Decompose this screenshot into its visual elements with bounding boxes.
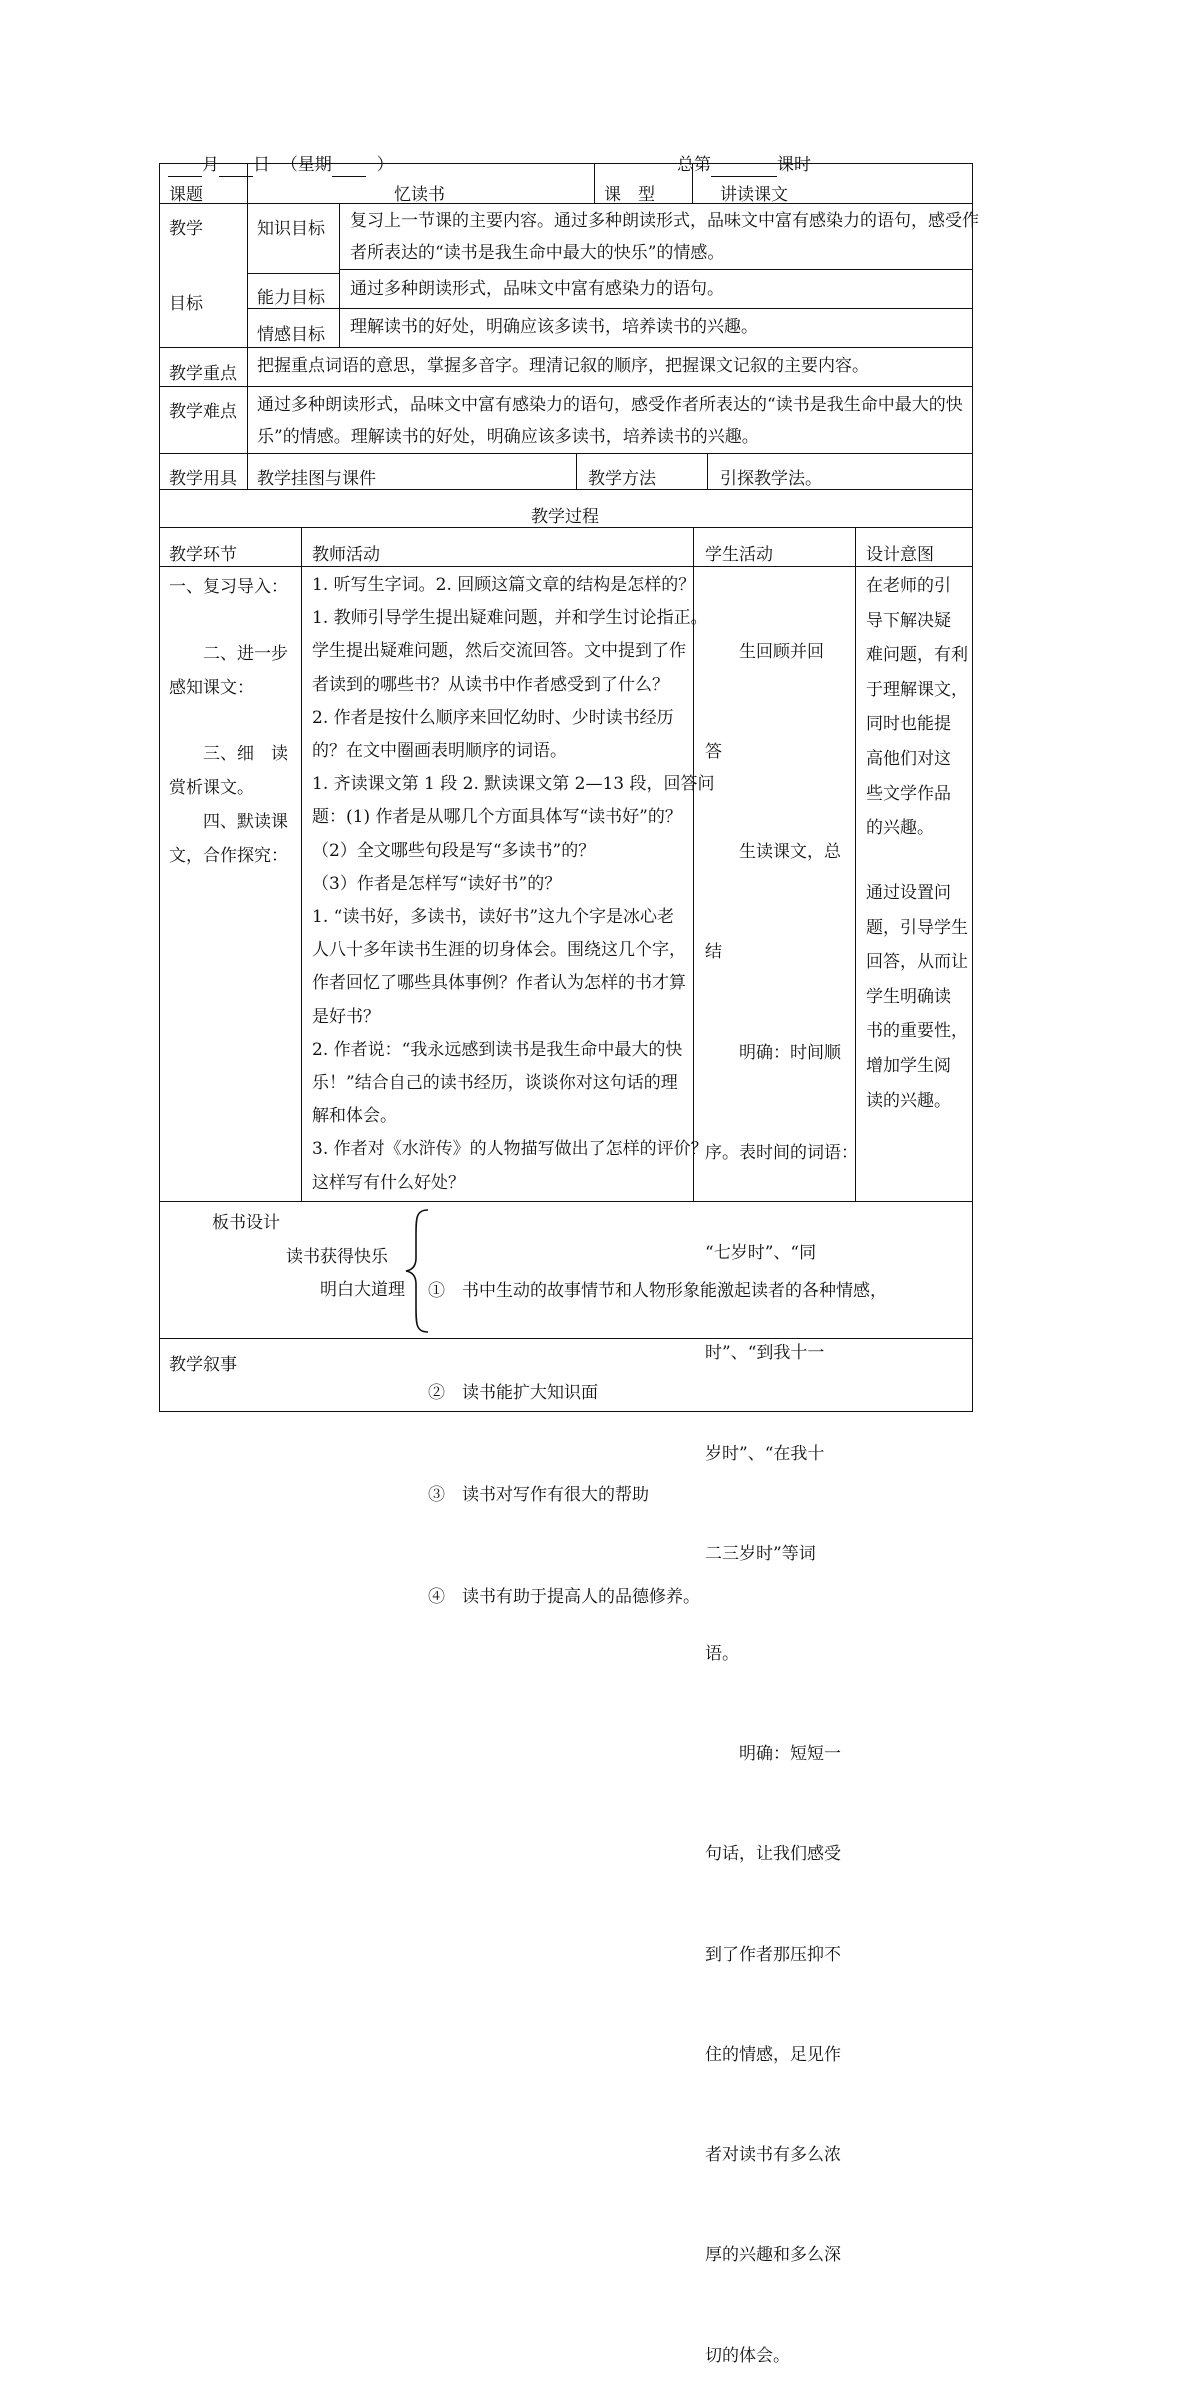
intent-line: 读的兴趣。	[866, 1090, 951, 1111]
student-line: 生读课文，总	[705, 842, 841, 863]
keypoint-text: 把握重点词语的意思，掌握多音字。理清记叙的顺序，把握课文记叙的主要内容。	[257, 356, 869, 376]
teacher-line: （3）作者是怎样写“读好书”的？	[312, 873, 562, 894]
keypoint-label: 教学重点	[169, 364, 237, 384]
total-blank[interactable]	[711, 157, 777, 177]
student-line: 二三岁时”等词	[705, 1543, 816, 1564]
teacher-activity-list	[312, 569, 715, 1200]
stage-line: 一、复习导入：	[169, 577, 288, 597]
col-line-teacher	[693, 527, 694, 1201]
intent-line: 的兴趣。	[866, 818, 934, 839]
col-line-goal-sub	[339, 203, 340, 347]
stage-line: 三、细 读	[169, 744, 288, 764]
row-line-ability	[247, 308, 973, 309]
teacher-line: 解和体会。	[312, 1106, 397, 1127]
teacher-line: 人八十多年读书生涯的切身体会。围绕这几个字，	[312, 940, 686, 961]
ability-label: 能力目标	[257, 288, 325, 308]
weekday-open: （星期	[280, 155, 332, 175]
teacher-line: 3. 作者对《水浒传》的人物描写做出了怎样的评价？	[312, 1139, 708, 1160]
col-line-stage	[301, 527, 302, 1201]
col-line-label-lower	[247, 347, 248, 489]
teacher-line: 这样写有什么好处？	[312, 1172, 465, 1193]
col-line-method-left	[576, 453, 577, 489]
type-value: 讲读课文	[720, 185, 788, 205]
method-label: 教学方法	[588, 469, 656, 489]
col-line-label	[247, 163, 248, 347]
table-right-border	[972, 163, 973, 1411]
stage-line: 文，合作探究：	[169, 846, 288, 866]
student-line: 句话，让我们感受	[705, 1844, 841, 1865]
knowledge-line-1: 复习上一节课的主要内容。通过多种朗读形式，品味文中富有感染力的语句，感受作	[350, 211, 979, 231]
knowledge-label: 知识目标	[257, 219, 325, 239]
emotion-text: 理解读书的好处，明确应该多读书，培养读书的兴趣。	[350, 317, 758, 337]
student-line: 语。	[705, 1644, 739, 1664]
row-line-keypoint	[159, 386, 973, 387]
intent-line: 通过设置问	[866, 883, 951, 903]
topic-value: 忆读书	[394, 185, 445, 205]
board-item: ① 书中生动的故事情节和人物形象能激起读者的各种情感，	[428, 1281, 887, 1301]
intent-line: 导下解决疑	[866, 610, 951, 631]
table-top-border	[159, 163, 973, 164]
stage-line: 二、进一步	[169, 644, 288, 664]
teacher-line: 1. “读书好，多读书，读好书”这九个字是冰心老	[312, 907, 675, 928]
col-line-student	[855, 527, 856, 1201]
student-line: 者对读书有多么浓	[705, 2145, 841, 2166]
tools-label: 教学用具	[169, 469, 237, 489]
col-header-stage: 教学环节	[169, 545, 237, 565]
stage-line: 赏析课文。	[169, 778, 254, 798]
board-left-line-1: 读书获得快乐	[286, 1247, 388, 1267]
intent-line: 在老师的引	[866, 576, 951, 596]
col-line-type-left	[594, 163, 595, 203]
row-line-process-header	[159, 566, 973, 567]
intent-line: 高他们对这	[866, 748, 951, 769]
intent-list-b	[866, 876, 970, 1118]
stage-line: 感知课文：	[169, 678, 254, 698]
intent-line: 难问题，有利	[866, 645, 968, 666]
board-item: ④ 读书有助于提高人的品德修养。	[428, 1587, 700, 1607]
col-line-type-right	[692, 163, 693, 203]
board-item: ② 读书能扩大知识面	[428, 1383, 598, 1403]
teacher-line: 者读到的哪些书？从读书中作者感受到了什么？	[312, 674, 669, 695]
student-line: “七岁时”、“同	[705, 1243, 817, 1264]
teacher-line: 学生提出疑难问题，然后交流回答。文中提到了作	[312, 641, 686, 662]
month-label: 月	[202, 155, 219, 175]
teacher-line: 题：(1) 作者是从哪几个方面具体写“读书好”的？	[312, 807, 682, 828]
student-line: 结	[705, 942, 722, 963]
teacher-line: 2. 作者说：“我永远感到读书是我生命中最大的快	[312, 1039, 683, 1060]
col-header-teacher: 教师活动	[312, 545, 380, 565]
col-header-student: 学生活动	[705, 545, 773, 565]
student-line: 岁时”、“在我十	[705, 1443, 825, 1464]
goals-label-top: 教学	[169, 219, 203, 239]
student-line: 到了作者那压抑不	[705, 1944, 841, 1965]
teacher-line: （2）全文哪些句段是写“多读书”的？	[312, 840, 596, 861]
tools-value: 教学挂图与课件	[257, 469, 376, 489]
total-prefix: 总第	[677, 155, 711, 175]
stage-list	[169, 569, 297, 872]
student-line: 住的情感，足见作	[705, 2044, 841, 2065]
difficult-line-1: 通过多种朗读形式，品味文中富有感染力的语句，感受作者所表达的“读书是我生命中最大的快	[257, 395, 963, 415]
intent-list-a	[866, 569, 970, 846]
student-line: 切的体会。	[705, 2345, 790, 2366]
col-line-method-right	[707, 453, 708, 489]
weekday-close: ）	[376, 155, 394, 175]
knowledge-line-2: 者所表达的“读书是我生命中最大的快乐”的情感。	[350, 243, 725, 263]
board-label: 板书设计	[212, 1213, 280, 1233]
intent-line: 同时也能提	[866, 714, 951, 735]
goals-label-bottom: 目标	[169, 294, 203, 314]
method-value: 引探教学法。	[720, 469, 822, 489]
weekday-blank[interactable]	[332, 157, 366, 177]
table-left-border	[159, 163, 160, 1411]
total-lesson-line	[677, 153, 811, 177]
intent-line: 于理解课文，	[866, 679, 968, 700]
teacher-line: 2. 作者是按什么顺序来回忆幼时、少时读书经历	[312, 707, 674, 728]
teacher-line: 1. 听写生字词。2. 回顾这篇文章的结构是怎样的？	[312, 575, 696, 595]
day-label: 日	[253, 155, 270, 175]
emotion-label: 情感目标	[257, 325, 325, 345]
student-line: 答	[705, 742, 722, 763]
type-label: 课 型	[604, 185, 655, 205]
ability-text: 通过多种朗读形式，品味文中富有感染力的语句。	[350, 279, 724, 299]
month-blank[interactable]	[168, 157, 202, 177]
difficult-label: 教学难点	[169, 402, 237, 422]
intent-line: 题，引导学生	[866, 917, 968, 938]
stage-line: 四、默读课	[169, 812, 288, 832]
total-suffix: 课时	[777, 155, 811, 175]
student-line: 厚的兴趣和多么深	[705, 2245, 841, 2266]
intent-line: 学生明确读	[866, 986, 951, 1007]
student-line: 时”、“到我十一	[705, 1343, 825, 1364]
topic-label: 课题	[169, 185, 203, 205]
student-line: 明确：短短一	[705, 1744, 841, 1765]
student-line: 明确：时间顺	[705, 1042, 841, 1063]
teacher-line: 是好书？	[312, 1006, 380, 1027]
teacher-line: 1. 教师引导学生提出疑难问题，并和学生讨论指正。	[312, 608, 708, 629]
row-line-knowledge-label	[247, 273, 339, 274]
teacher-line: 作者回忆了哪些具体事例？作者认为怎样的书才算	[312, 973, 686, 994]
date-line	[168, 153, 394, 177]
student-line: 生回顾并回	[705, 641, 824, 662]
intent-line: 增加学生阅	[866, 1055, 951, 1076]
board-item: ③ 读书对写作有很大的帮助	[428, 1485, 649, 1505]
teacher-line: 乐！”结合自己的读书经历，谈谈你对这句话的理	[312, 1073, 678, 1094]
teacher-line: 1. 齐读课文第 1 段 2. 默读课文第 2—13 段，回答问	[312, 774, 715, 795]
difficult-line-2: 乐”的情感。理解读书的好处，明确应该多读书，培养读书的兴趣。	[257, 427, 759, 447]
student-line: 序。表时间的词语：	[705, 1142, 858, 1163]
intent-line: 回答，从而让	[866, 952, 968, 973]
board-left-line-2: 明白大道理	[320, 1280, 405, 1300]
col-header-intent: 设计意图	[866, 545, 934, 565]
teacher-line: 的？在文中圈画表明顺序的词语。	[312, 741, 567, 762]
intent-line: 书的重要性，	[866, 1021, 968, 1042]
board-items	[428, 1206, 887, 1648]
process-title: 教学过程	[531, 507, 599, 527]
intent-line: 些文学作品	[866, 783, 951, 804]
narrative-label: 教学叙事	[169, 1355, 237, 1375]
